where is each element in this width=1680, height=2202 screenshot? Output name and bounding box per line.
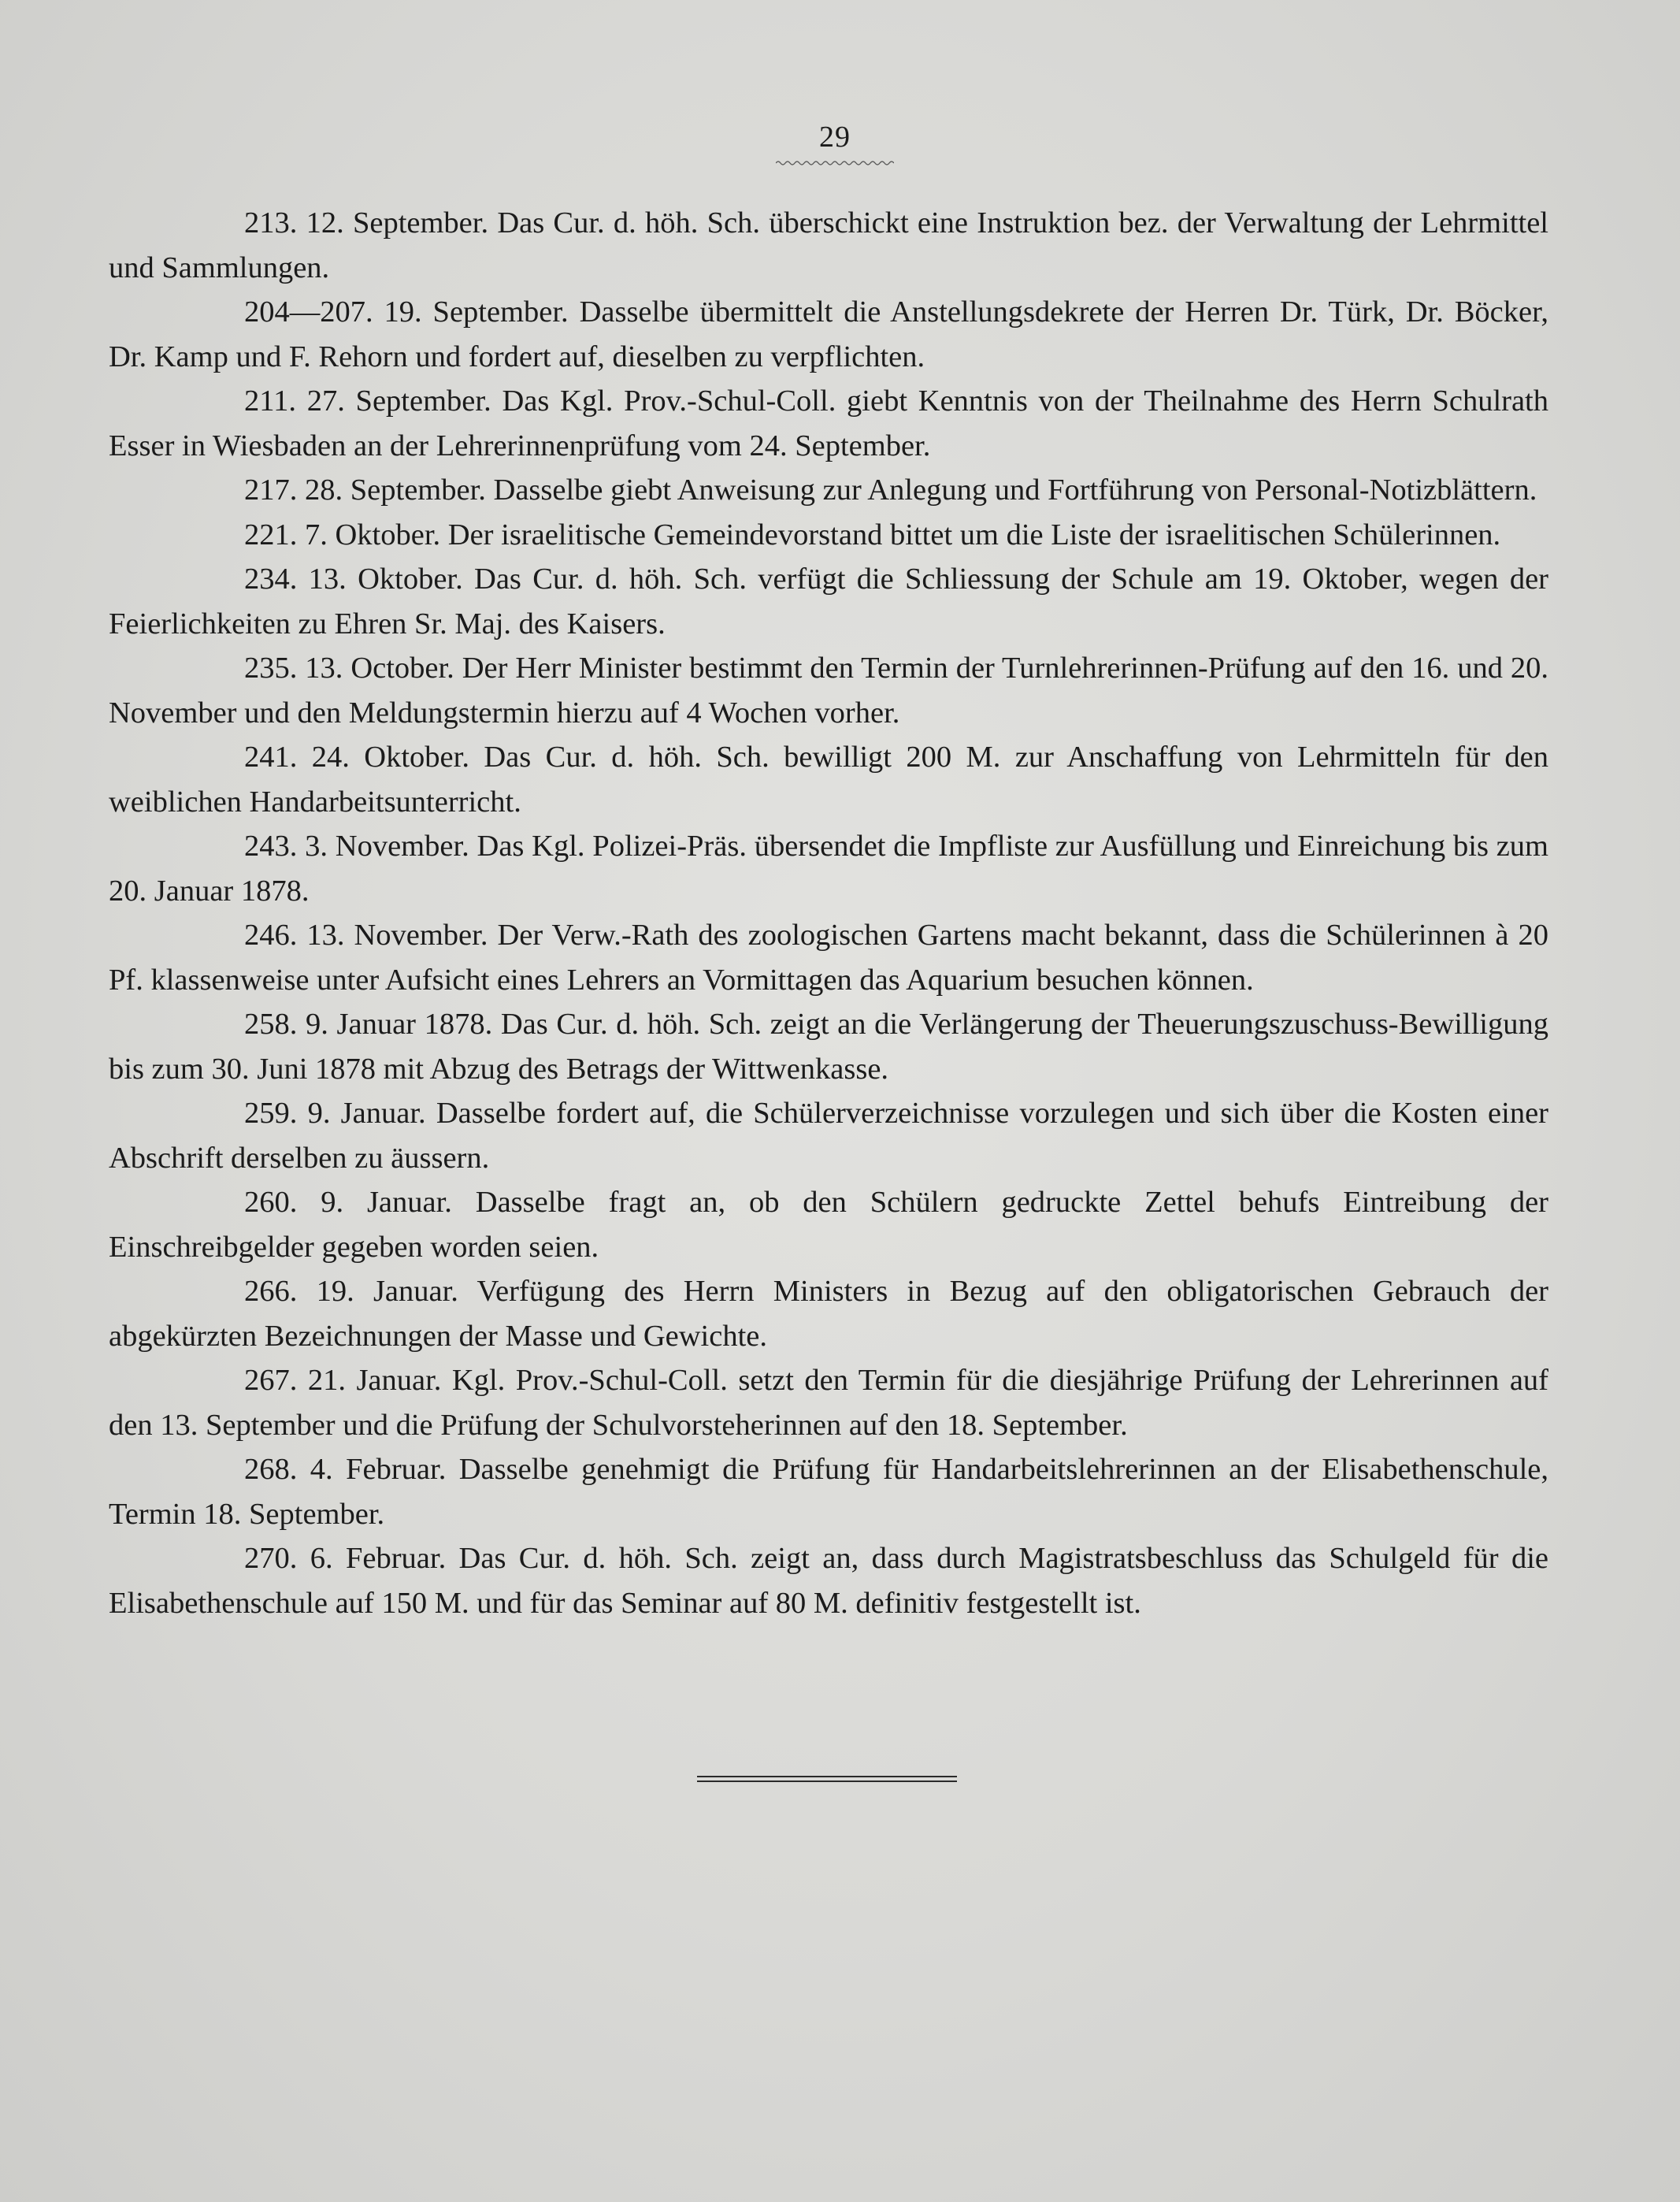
entries-text-block [109, 201, 1548, 1625]
entry-270: 270. 6. Februar. Das Cur. d. höh. Sch. zeigt an, dass durch Magistratsbeschluss das Schulgeld für die Elisabethenschule auf 150 M. und für das Seminar auf 80 M. definitiv festgestellt ist. [109, 1542, 1548, 1620]
page-number-ornament [776, 159, 894, 167]
entry-241: 241. 24. Oktober. Das Cur. d. höh. Sch. bewilligt 200 M. zur Anschaffung von Lehrmitteln für den weiblichen Handarbeitsunterricht. [109, 741, 1548, 819]
entry-267: 267. 21. Januar. Kgl. Prov.-Schul-Coll. setzt den Termin für die diesjährige Prüfung der Lehrerinnen auf den 13. September und die Prüfung der Schulvorsteherinnen auf den 18. September. [109, 1364, 1548, 1442]
rule-line-top [697, 1776, 957, 1777]
entry-217: 217. 28. September. Dasselbe giebt Anweisung zur Anlegung und Fortführung von Personal-Notizblättern. [244, 473, 1537, 507]
rule-line-bottom [697, 1781, 957, 1782]
entry-204-207: 204—207. 19. September. Dasselbe übermittelt die Anstellungsdekrete der Herren Dr. Türk, Dr. Böcker, Dr. Kamp und F. Rehorn und fordert auf, dieselben zu verpflichten. [109, 295, 1548, 373]
entry-268: 268. 4. Februar. Dasselbe genehmigt die Prüfung für Handarbeitslehrerinnen an der Elisabethenschule, Termin 18. September. [109, 1453, 1548, 1531]
page-number: 29 [819, 121, 851, 154]
entry-258: 258. 9. Januar 1878. Das Cur. d. höh. Sch. zeigt an die Verlängerung der Theuerungszuschuss-Bewilligung bis zum 30. Juni 1878 mit Abzug des Betrags der Wittwenkasse. [109, 1008, 1548, 1086]
entry-260: 260. 9. Januar. Dasselbe fragt an, ob den Schülern gedruckte Zettel behufs Eintreibung der Einschreibgelder gegeben worden seien. [109, 1186, 1548, 1264]
entry-246: 246. 13. November. Der Verw.-Rath des zoologischen Gartens macht bekannt, dass die Schülerinnen à 20 Pf. klassenweise unter Aufsicht eines Lehrers an Vormittagen das Aquarium besuchen können. [109, 919, 1548, 997]
entry-221: 221. 7. Oktober. Der israelitische Gemeindevorstand bittet um die Liste der israelitischen Schülerinnen. [244, 518, 1501, 551]
entry-259: 259. 9. Januar. Dasselbe fordert auf, die Schülerverzeichnisse vorzulegen und sich über die Kosten einer Abschrift derselben zu äussern. [109, 1097, 1548, 1175]
closing-double-rule [697, 1776, 957, 1782]
entry-235: 235. 13. October. Der Herr Minister bestimmt den Termin der Turnlehrerinnen-Prüfung auf den 16. und 20. November und den Meldungstermin hierzu auf 4 Wochen vorher. [109, 652, 1548, 730]
entry-234: 234. 13. Oktober. Das Cur. d. höh. Sch. verfügt die Schliessung der Schule am 19. Oktober, wegen der Feierlichkeiten zu Ehren Sr. Maj. des Kaisers. [109, 563, 1548, 641]
entry-243: 243. 3. November. Das Kgl. Polizei-Präs. übersendet die Impfliste zur Ausfüllung und Einreichung bis zum 20. Januar 1878. [109, 830, 1548, 908]
entry-213: 213. 12. September. Das Cur. d. höh. Sch. überschickt eine Instruktion bez. der Verwaltung der Lehrmittel und Sammlungen. [109, 206, 1548, 284]
entry-266: 266. 19. Januar. Verfügung des Herrn Ministers in Bezug auf den obligatorischen Gebrauch der abgekürzten Bezeichnungen der Masse und Gewichte. [109, 1275, 1548, 1353]
entry-211: 211. 27. September. Das Kgl. Prov.-Schul-Coll. giebt Kenntnis von der Theilnahme des Herrn Schulrath Esser in Wiesbaden an der Lehrerinnenprüfung vom 24. September. [109, 384, 1548, 462]
